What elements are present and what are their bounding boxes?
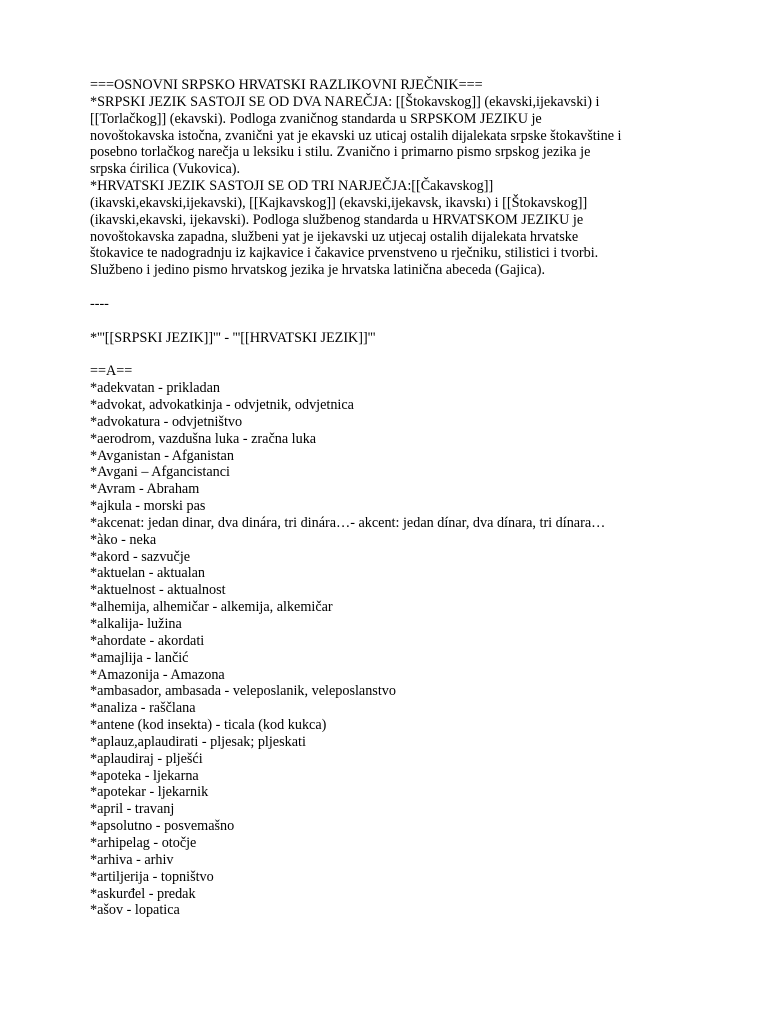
list-item: *aktuelnost - aktualnost: [90, 582, 226, 599]
list-item: *askurđel - predak: [90, 885, 196, 902]
intro-croatian-line: (ikavski,ekavski, ijekavski). Podloga službenog standarda u HRVATSKOM JEZIKU je: [90, 211, 584, 228]
intro-serbian-line: *SRPSKI JEZIK SASTOJI SE OD DVA NAREČJA: [[Štokavskog]] (ekavski,ijekavski) i: [90, 93, 600, 110]
entry-list: [90, 380, 680, 919]
document-page: [90, 77, 680, 919]
list-item: *aktuelan - aktualan: [90, 565, 206, 582]
list-item: *akord - sazvučje: [90, 548, 191, 565]
list-item: *ambasador, ambasada - veleposlanik, veleposlanstvo: [90, 683, 396, 700]
list-item: *ajkula - morski pas: [90, 498, 206, 515]
list-item: *antene (kod insekta) - ticala (kod kukca): [90, 717, 327, 734]
intro-croatian-line: (ikavski,ekavski,ijekavski), [[Kajkavskog]] (ekavski,ijekavsk, ikavskı) i [[Štokavskog]]: [90, 194, 588, 211]
list-item: *arhiva - arhiv: [90, 851, 174, 868]
document-title: ===OSNOVNI SRPSKO HRVATSKI RAZLIKOVNI RJEČNIK===: [90, 77, 483, 93]
list-item: *arhipelag - otočje: [90, 834, 197, 851]
section-header-a: ==A==: [90, 363, 133, 380]
spacer: [90, 313, 680, 330]
spacer: [90, 347, 680, 364]
columns-header: *'''[[SRPSKI JEZIK]]''' - '''[[HRVATSKI JEZIK]]''': [90, 329, 376, 346]
list-item: *analiza - raščlana: [90, 700, 196, 717]
list-item: *ahordate - akordati: [90, 632, 205, 649]
list-item: *ašov - lopatica: [90, 902, 180, 919]
list-item: *amajlija - lančić: [90, 649, 189, 666]
list-item: *apsolutno - posvemašno: [90, 818, 235, 835]
separator: ----: [90, 295, 109, 312]
intro-serbian-line: posebno torlačkog narečja u leksiku i stilu. Zvanično i primarno pismo srpskog jezika je: [90, 144, 591, 161]
list-item: *april - travanj: [90, 801, 175, 818]
intro-serbian-line: [[Torlačkog]] (ekavski). Podloga zvaničnog standarda u SRPSKOM JEZIKU je: [90, 110, 542, 127]
intro-croatian: [90, 178, 680, 279]
intro-serbian-line: novoštokavska istočna, zvanični yat je ekavski uz uticaj ostalih dijalekata srpske štokavštine i: [90, 127, 622, 144]
intro-serbian: [90, 94, 680, 178]
spacer: [90, 279, 680, 296]
list-item: *Amazonija - Amazona: [90, 666, 225, 683]
list-item: *alkalija- lužina: [90, 616, 182, 632]
intro-croatian-line: *HRVATSKI JEZIK SASTOJI SE OD TRI NARJEČJA:[[Čakavskog]]: [90, 178, 494, 195]
list-item: *advokatura - odvjetništvo: [90, 413, 243, 430]
list-item: *aplaudiraj - plješći: [90, 750, 203, 767]
list-item: *Avganistan - Afganistan: [90, 447, 234, 464]
list-item: *aplauz,aplaudirati - pljesak; pljeskati: [90, 733, 306, 750]
intro-croatian-line: novoštokavska zapadna, službeni yat je ijekavski uz utjecaj ostalih dijalekata hrvatske: [90, 228, 579, 245]
list-item: *akcenat: jedan dinar, dva dinára, tri dinára…- akcent: jedan dínar, dva dínara, tri dínara…: [90, 514, 606, 531]
list-item: *Avram - Abraham: [90, 481, 200, 498]
list-item: *alhemija, alhemičar - alkemija, alkemičar: [90, 599, 333, 616]
list-item: *adekvatan - prikladan: [90, 380, 220, 397]
list-item: *àko - neka: [90, 531, 157, 548]
list-item: *artiljerija - topništvo: [90, 868, 214, 885]
intro-croatian-line: štokavice te nadogradnju iz kajkavice i čakavice prvenstveno u rječniku, stilistici i tvorbi.: [90, 245, 599, 262]
list-item: *Avgani – Afgancistanci: [90, 464, 230, 481]
list-item: *apoteka - ljekarna: [90, 767, 199, 784]
list-item: *apotekar - ljekarnik: [90, 784, 209, 801]
intro-croatian-line: Službeno i jedino pismo hrvatskog jezika je hrvatska latinična abeceda (Gajica).: [90, 262, 546, 279]
list-item: *aerodrom, vazdušna luka - zračna luka: [90, 430, 317, 447]
intro-serbian-line: srpska ćirilica (Vukovica).: [90, 161, 241, 178]
list-item: *advokat, advokatkinja - odvjetnik, odvjetnica: [90, 397, 354, 414]
